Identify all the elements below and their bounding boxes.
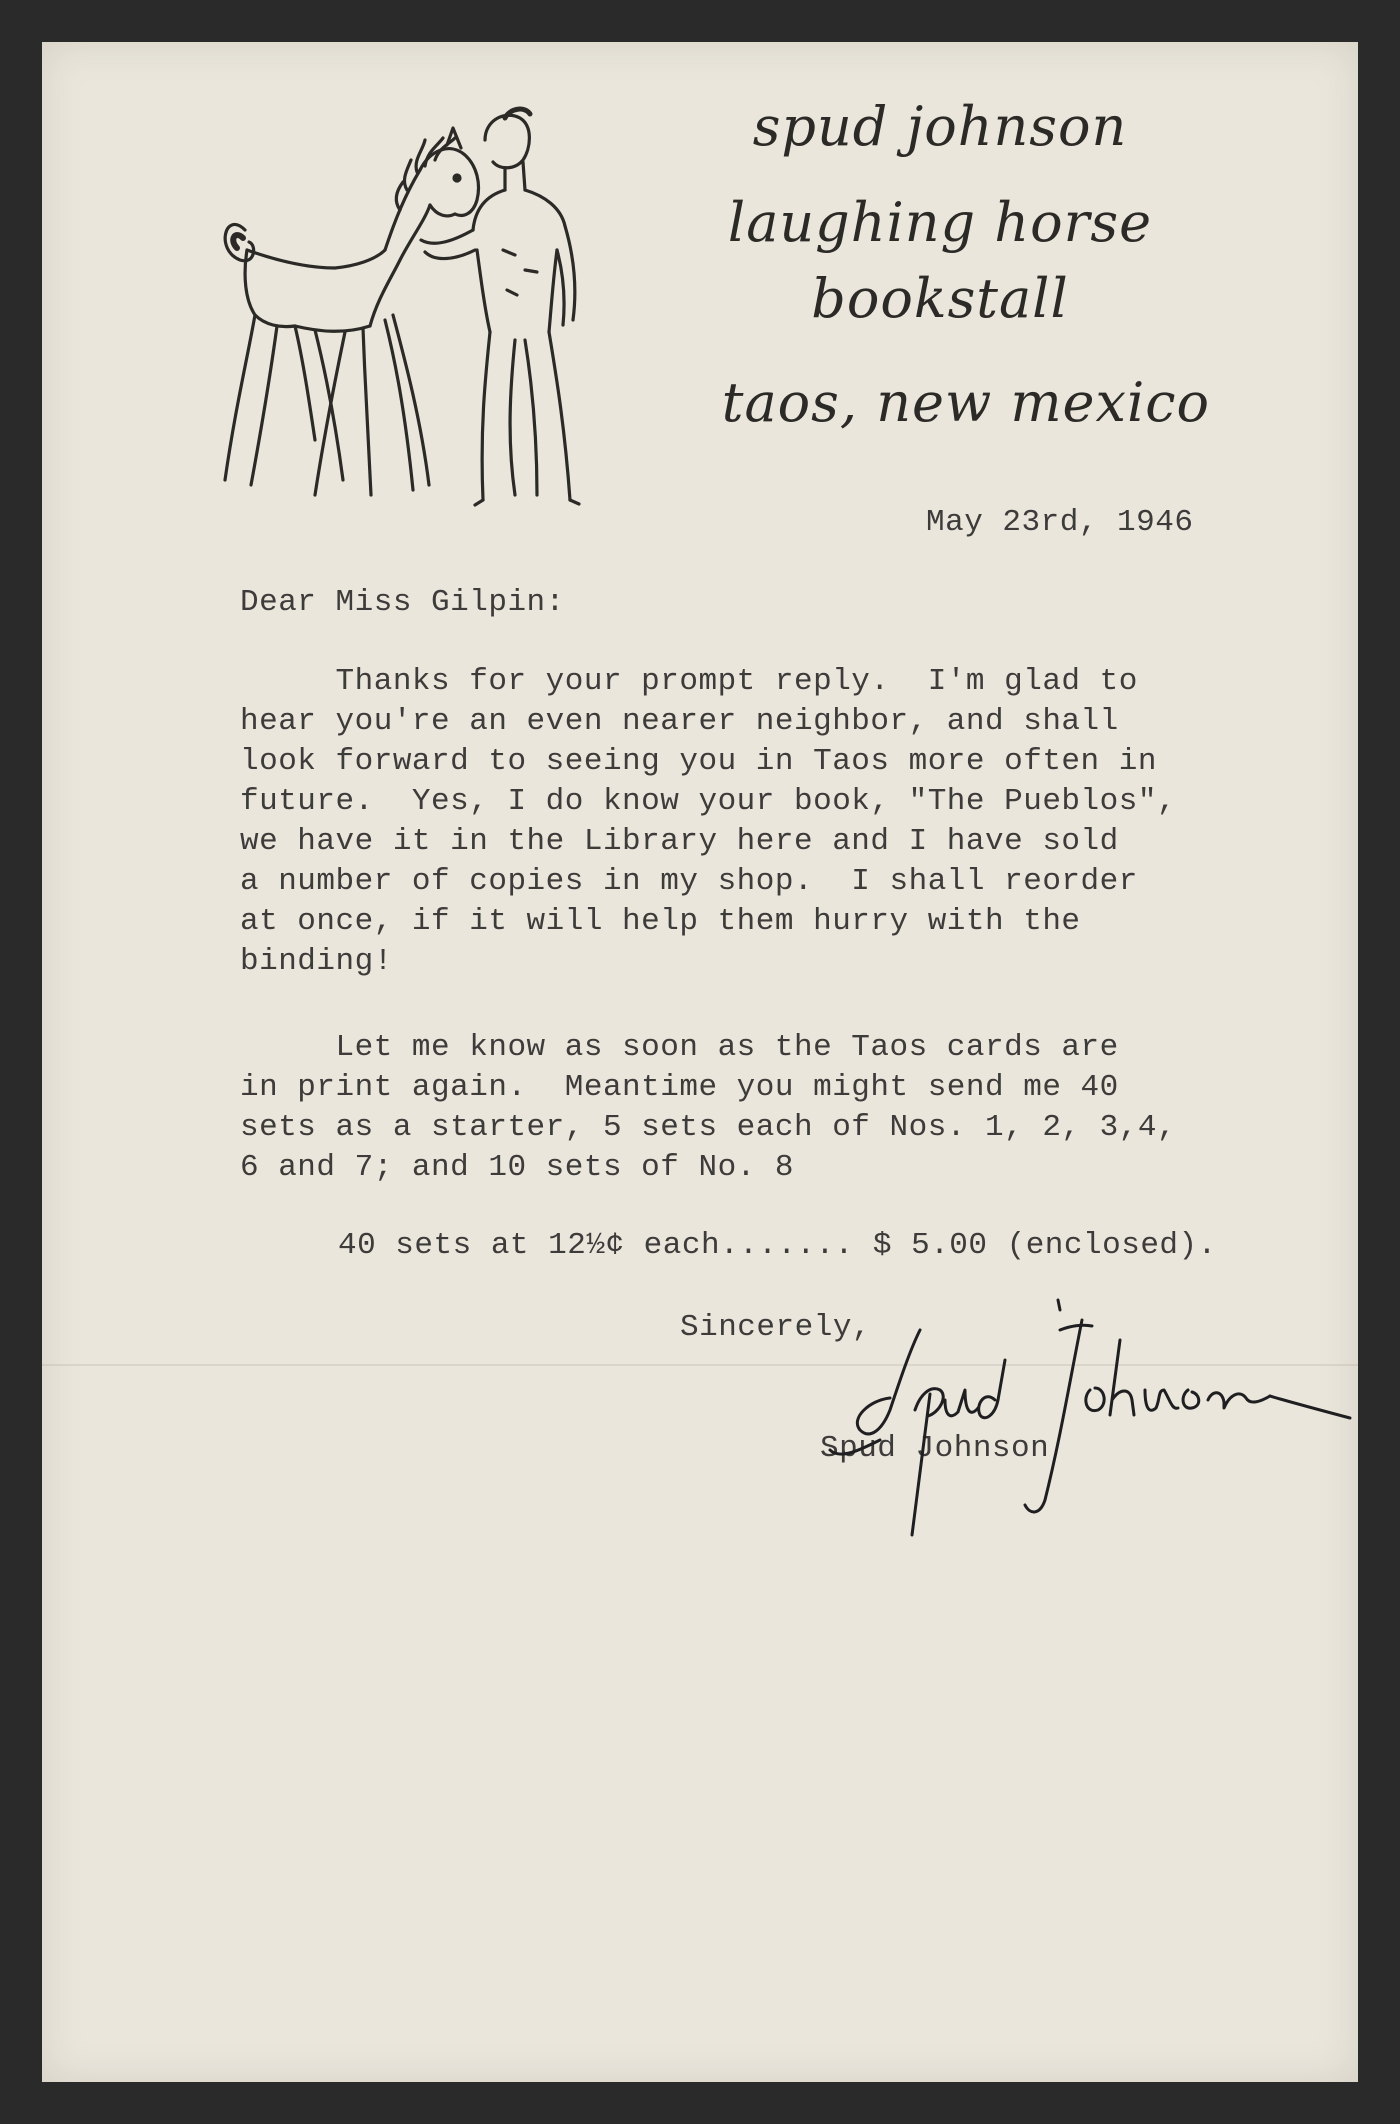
paragraph-line: we have it in the Library here and I have sold — [240, 824, 1119, 859]
letterhead-business-line2: bookstall — [811, 267, 1069, 330]
letter-date: May 23rd, 1946 — [926, 505, 1194, 540]
handwritten-signature-icon — [820, 1290, 1360, 1550]
paragraph-line: hear you're an even nearer neighbor, and shall — [240, 704, 1119, 739]
order-total-line: 40 sets at 12½¢ each....... $ 5.00 (enclosed). — [338, 1228, 1217, 1263]
salutation: Dear Miss Gilpin: — [240, 585, 565, 620]
body-paragraph-2 — [240, 1028, 1280, 1188]
closing: Sincerely, — [680, 1310, 872, 1345]
paragraph-line: look forward to seeing you in Taos more often in — [240, 744, 1157, 779]
body-paragraph-1 — [240, 662, 1280, 982]
paragraph-line: in print again. Meantime you might send me 40 — [240, 1070, 1119, 1105]
paragraph-line: future. Yes, I do know your book, "The Pueblos", — [240, 784, 1177, 819]
paragraph-line: at once, if it will help them hurry with the — [240, 904, 1081, 939]
letterhead-location: taos, new mexico — [721, 371, 1210, 434]
paragraph-line: Let me know as soon as the Taos cards are — [240, 1030, 1119, 1065]
horse-and-man-drawing-icon — [185, 100, 665, 560]
letterhead-business-line1: laughing horse — [727, 191, 1153, 254]
paragraph-line: 6 and 7; and 10 sets of No. 8 — [240, 1150, 794, 1185]
paragraph-line: sets as a starter, 5 sets each of Nos. 1, 2, 3,4, — [240, 1110, 1177, 1145]
paragraph-line: a number of copies in my shop. I shall reorder — [240, 864, 1138, 899]
paragraph-line: Thanks for your prompt reply. I'm glad to — [240, 664, 1138, 699]
paragraph-line: binding! — [240, 944, 393, 979]
typed-signature-name: Spud Johnson — [820, 1431, 1050, 1466]
letterhead — [660, 95, 1220, 434]
letterhead-name: spud johnson — [752, 95, 1128, 158]
